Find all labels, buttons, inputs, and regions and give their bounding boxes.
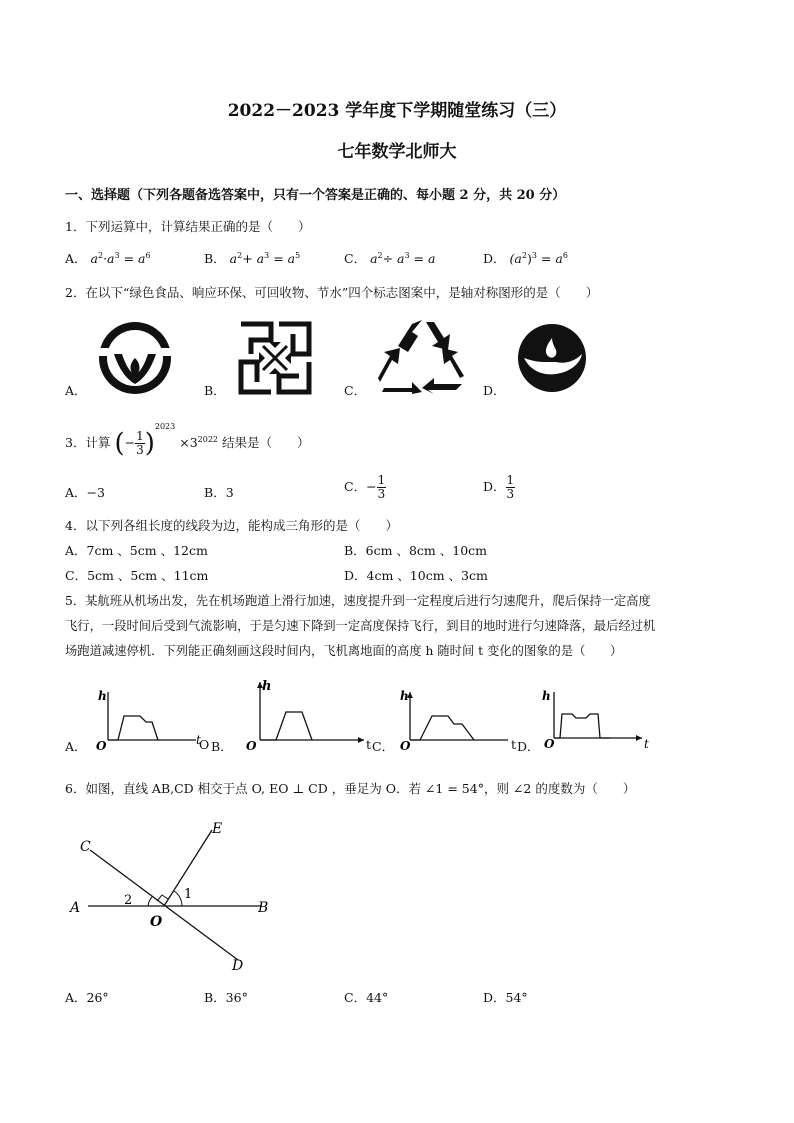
q3-option-b: B．3 [204, 485, 234, 500]
q2-label-a: A． [65, 383, 87, 398]
q5-graph-b-t-label: t [366, 737, 372, 752]
q6-angle-1-label: 1 [184, 887, 193, 902]
q6-label-o: O [150, 914, 163, 930]
q4-option-b: B．6cm 、8cm 、10cm [344, 543, 488, 558]
q3-stem: 3．计算 (− $\frac{1}{3}$ )$^{2023} \times 3^{2022}$ 结果是（ ） [65, 422, 310, 459]
q6-option-c: C．44° [344, 990, 389, 1005]
q2-label-d: D． [483, 383, 506, 398]
q1-option-b: B． $a^2+ a^3 = a^5$ [204, 250, 301, 266]
green-food-logo-icon [96, 320, 174, 396]
recycle-logo-icon [378, 318, 466, 394]
q4-option-c: C．5cm 、5cm 、11cm [65, 568, 209, 583]
q4-option-d: D．4cm 、10cm 、3cm [344, 568, 488, 583]
section-heading: 一、选择题（下列各题备选答案中，只有一个答案是正确的、每小题 2 分，共 20 分） [65, 188, 566, 203]
q1-option-d: D． $(a^2)^3 = a^6$ [483, 250, 568, 266]
q4-stem: 4．以下列各组长度的线段为边，能构成三角形的是（ ） [65, 518, 398, 533]
q6-label-d: D [232, 958, 244, 974]
q5-label-b: B． [211, 739, 233, 754]
eco-response-logo-icon [237, 320, 313, 396]
q3-option-d: D． $\frac{1}{3}$ [483, 473, 515, 502]
page-title: 2022－2023 学年度下学期随堂练习（三） [227, 101, 567, 121]
q2-label-c: C． [344, 383, 367, 398]
q5-graph-a-t-label: t [196, 733, 201, 747]
q5-graph-c-o-label: O [400, 739, 411, 753]
q6-label-b: B [258, 900, 269, 916]
q2-stem: 2．在以下“绿色食品、响应环保、可回收物、节水”四个标志图案中，是轴对称图形的是（ ） [65, 285, 599, 300]
q3-option-c: C．− $\frac{1}{3}$ [344, 473, 386, 502]
q5-graph-d-h-label: h [542, 689, 551, 703]
q5-graph-c-h-label: h [400, 689, 409, 703]
q6-label-a: A [70, 900, 81, 916]
q5-graph-d-o-label: O [544, 737, 555, 751]
q2-label-b: B． [204, 383, 226, 398]
q6-label-e: E [212, 821, 223, 837]
page-subtitle: 七年数学北师大 [337, 142, 457, 162]
q5-graph-c-t-label: t [511, 737, 517, 752]
q6-stem: 6．如图，直线 AB,CD 相交于点 O, EO ⊥ CD ，垂足为 O．若 ∠1 = 54°，则 ∠2 的度数为（ ） [65, 781, 636, 796]
q5-graph-d-t-label: t [644, 737, 649, 751]
q5-graph-b-o-label: O [246, 739, 257, 753]
q6-label-c: C [80, 839, 91, 855]
q5-graph-a-o2: O [199, 737, 210, 752]
q5-graph-a-o-label: O [96, 739, 107, 753]
q5-label-d: D． [517, 739, 540, 754]
q5-graph-a [94, 686, 206, 753]
q1-option-c: C． $a^2\div a^3 = a$ [344, 250, 436, 266]
q5-line-2: 飞行，一段时间后受到气流影响，于是匀速下降到一定高度保持飞行，到目的地时进行匀速降落，最后经过机 [65, 619, 656, 633]
q3-option-a: A．−3 [65, 485, 105, 500]
q5-graph-d [538, 686, 658, 750]
q4-option-a: A．7cm 、5cm 、12cm [65, 543, 208, 558]
q5-label-c: C． [372, 739, 395, 754]
q6-option-a: A．26° [65, 990, 109, 1005]
q5-line-1: 5．某航班从机场出发，先在机场跑道上滑行加速，速度提升到一定程度后进行匀速爬升，爬后保持一定高度 [65, 594, 651, 608]
q6-option-b: B．36° [204, 990, 248, 1005]
q6-option-d: D．54° [483, 990, 528, 1005]
q5-line-3: 场跑道减速停机．下列能正确刻画这段时间内，飞机离地面的高度 h 随时间 t 变化的图象的是（ ） [65, 644, 623, 658]
q5-graph-a-h-label: h [98, 689, 107, 703]
q5-label-a: A． [65, 739, 87, 754]
q5-graph-b [240, 676, 368, 752]
q1-option-a: A． $a^2\cdot a^3 = a^6$ [65, 250, 151, 266]
q5-graph-c [396, 686, 512, 753]
q1-stem: 1．下列运算中，计算结果正确的是（ ） [65, 219, 311, 234]
q6-figure [66, 818, 276, 974]
q5-graph-b-h-label: h [262, 679, 272, 694]
water-saving-logo-icon [516, 322, 588, 394]
q6-angle-2-label: 2 [124, 893, 133, 908]
